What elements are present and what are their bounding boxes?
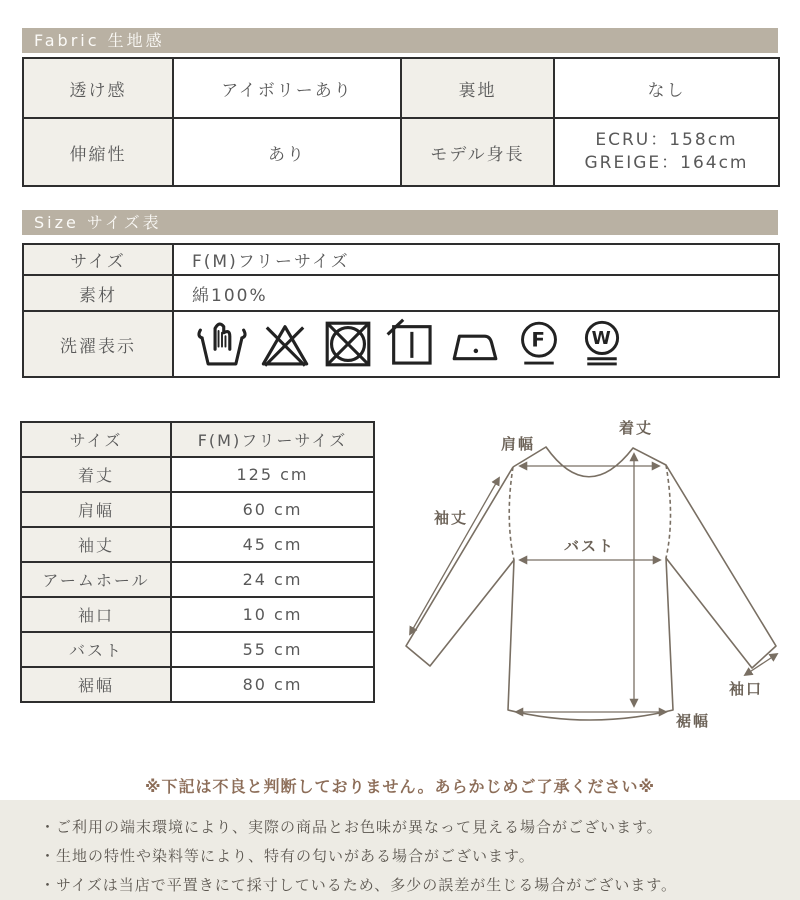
measure-value-shoulder: 60 cm: [171, 492, 374, 527]
measure-label-shoulder: 肩幅: [21, 492, 171, 527]
measure-label-armhole: アームホール: [21, 562, 171, 597]
cuff-label: 袖口: [729, 680, 764, 698]
material-label: 素材: [23, 275, 173, 311]
fabric-label-sheerness: 透け感: [23, 58, 173, 118]
model-height-line2: GREIGE：164cm: [584, 153, 749, 173]
bust-label: バスト: [564, 537, 616, 555]
table-row: [21, 492, 374, 527]
iron-low-heat-icon: [446, 318, 504, 370]
fabric-label-stretch: 伸縮性: [23, 118, 173, 186]
size-table: [22, 243, 780, 378]
fabric-label-model-height: モデル身長: [401, 118, 554, 186]
measure-value-armhole: 24 cm: [171, 562, 374, 597]
size-label: サイズ: [23, 244, 173, 275]
disclaimer-note: ・ご利用の端末環境により、実際の商品とお色味が異なって見える場合がございます。: [40, 818, 663, 836]
measure-value-length: 125 cm: [171, 457, 374, 492]
measure-label-cuff: 袖口: [21, 597, 171, 632]
measure-col-value: F(M)フリーサイズ: [171, 422, 374, 457]
fabric-value-model-height: [554, 118, 779, 186]
measurements-table: [20, 421, 375, 703]
fabric-value-sheerness: アイボリーあり: [173, 58, 401, 118]
fabric-value-lining: なし: [554, 58, 779, 118]
table-row: [21, 422, 374, 457]
garment-measurement-diagram: [398, 418, 790, 763]
fabric-label-lining: 裏地: [401, 58, 554, 118]
sleeve-length-arrow: [410, 478, 499, 634]
measure-label-length: 着丈: [21, 457, 171, 492]
wet-clean-letter: W: [591, 329, 613, 349]
dry-in-shade-icon: [383, 318, 439, 370]
measure-value-sleeve: 45 cm: [171, 527, 374, 562]
measure-label-bust: バスト: [21, 632, 171, 667]
fabric-section-title: Fabric 生地感: [34, 31, 165, 50]
care-symbols-cell: [173, 311, 779, 377]
size-section-header: [22, 210, 778, 235]
measure-value-hem: 80 cm: [171, 667, 374, 702]
table-row: [23, 118, 779, 186]
model-height-line1: ECRU：158cm: [595, 130, 738, 150]
measure-label-hem: 裾幅: [21, 667, 171, 702]
fabric-table: [22, 57, 780, 187]
table-row: [23, 244, 779, 275]
care-label: 洗濯表示: [23, 311, 173, 377]
table-row: [21, 667, 374, 702]
table-row: [21, 597, 374, 632]
table-row: [21, 562, 374, 597]
measure-col-size: サイズ: [21, 422, 171, 457]
measure-value-bust: 55 cm: [171, 632, 374, 667]
measure-label-sleeve: 袖丈: [21, 527, 171, 562]
table-row: [21, 457, 374, 492]
shoulder-width-label: 肩幅: [501, 435, 536, 453]
sleeve-length-label: 袖丈: [434, 509, 469, 527]
care-symbols: [192, 318, 777, 370]
do-not-bleach-icon: [257, 318, 313, 370]
disclaimer-note: ・サイズは当店で平置きにて採寸しているため、多少の誤差が生じる場合がございます。: [40, 876, 678, 894]
disclaimer-title: ※下記は不良と判断しておりません。あらかじめご了承ください※: [144, 777, 656, 796]
table-row: [21, 632, 374, 667]
fabric-value-stretch: あり: [173, 118, 401, 186]
wet-clean-icon: [574, 318, 630, 370]
measure-value-cuff: 10 cm: [171, 597, 374, 632]
table-row: [23, 311, 779, 377]
table-row: [23, 58, 779, 118]
measure-arrows: [410, 454, 777, 712]
dry-clean-letter: F: [531, 328, 547, 352]
table-row: [23, 275, 779, 311]
disclaimer-box: [0, 800, 800, 900]
table-row: [21, 527, 374, 562]
hand-wash-icon: [194, 318, 250, 370]
body-length-label: 着丈: [619, 419, 654, 437]
disclaimer-note: ・生地の特性や染料等により、特有の匂いがある場合がございます。: [40, 847, 535, 865]
garment-outline: [406, 447, 776, 720]
size-value: F(M)フリーサイズ: [173, 244, 779, 275]
material-value: 綿100%: [173, 275, 779, 311]
fabric-section-header: [22, 28, 778, 53]
size-section-title: Size サイズ表: [34, 213, 162, 232]
hem-width-label: 裾幅: [676, 712, 711, 730]
dry-clean-petroleum-icon: [511, 318, 567, 370]
do-not-tumble-dry-icon: [320, 318, 376, 370]
